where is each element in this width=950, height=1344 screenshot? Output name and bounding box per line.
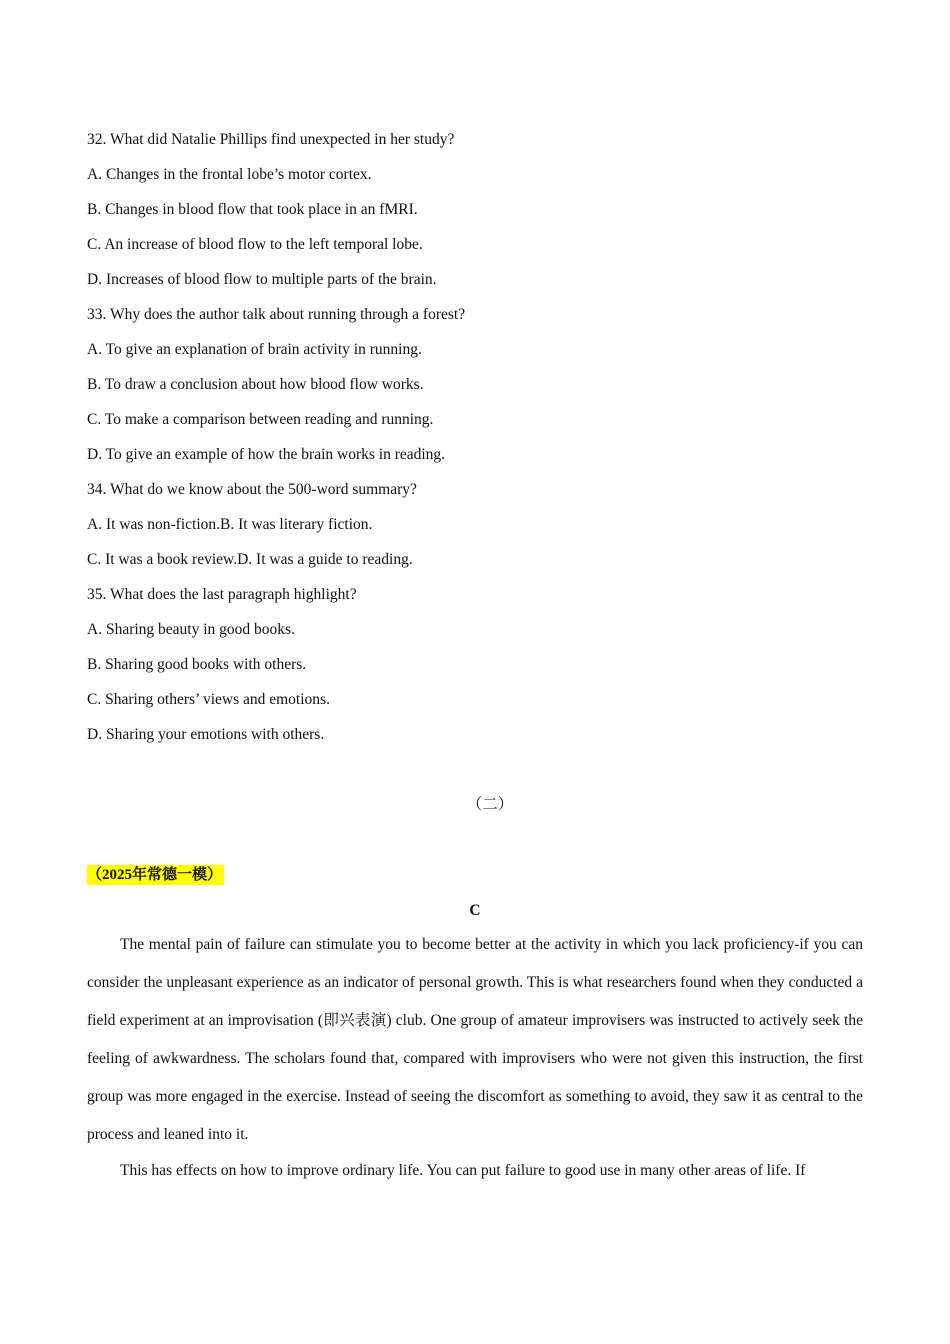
source-tag: （2025年常德一模） xyxy=(87,867,223,883)
question-33-option-a: A. To give an explanation of brain activity in running. xyxy=(87,341,422,358)
question-35-option-d: D. Sharing your emotions with others. xyxy=(87,726,325,743)
question-34-options-row-2 xyxy=(87,550,413,570)
question-35-stem: 35. What does the last paragraph highlight? xyxy=(87,586,357,603)
passage-paragraph-2: This has effects on how to improve ordinary life. You can put failure to good use in many other areas of life. If xyxy=(120,1162,806,1179)
question-35-option-a: A. Sharing beauty in good books. xyxy=(87,621,295,638)
section-mark: （二） xyxy=(466,796,514,813)
question-33-option-d: D. To give an example of how the brain works in reading. xyxy=(87,446,446,463)
question-34-options-row-1 xyxy=(87,515,372,535)
question-33-stem: 33. Why does the author talk about running through a forest? xyxy=(87,306,466,323)
question-32-option-b: B. Changes in blood flow that took place in an fMRI. xyxy=(87,201,418,218)
question-34-option-b: B. It was literary fiction. xyxy=(220,516,373,533)
question-32-option-a: A. Changes in the frontal lobe’s motor cortex. xyxy=(87,166,372,183)
question-34-option-c: C. It was a book review. xyxy=(87,551,238,568)
passage-paragraph-1: The mental pain of failure can stimulate you to become better at the activity in which you lack proficiency-if you can consider the unpleasant experience as an indicator of personal growth. This is what researchers found when they conducted a field experiment at an improvisation (即兴表演) club. One group of amateur improvisers was instructed to actively seek the feeling of awkwardness. The scholars found that, compared with improvisers who were not given this instruction, the first group was more engaged in the exercise. Instead of seeing the discomfort as something to avoid, they saw it as central to the process and leaned into it. xyxy=(87,936,863,1143)
passage-title: C xyxy=(469,902,481,919)
question-34-option-a: A. It was non-fiction. xyxy=(87,516,221,533)
question-33-option-b: B. To draw a conclusion about how blood flow works. xyxy=(87,376,424,393)
question-33-option-c: C. To make a comparison between reading and running. xyxy=(87,411,434,428)
question-32-stem: 32. What did Natalie Phillips find unexpected in her study? xyxy=(87,131,455,148)
question-34-stem: 34. What do we know about the 500-word summary? xyxy=(87,481,417,498)
question-32-option-d: D. Increases of blood flow to multiple parts of the brain. xyxy=(87,271,437,288)
question-34-option-d: D. It was a guide to reading. xyxy=(237,551,413,568)
question-35-option-b: B. Sharing good books with others. xyxy=(87,656,307,673)
question-35-option-c: C. Sharing others’ views and emotions. xyxy=(87,691,330,708)
question-32-option-c: C. An increase of blood flow to the left temporal lobe. xyxy=(87,236,423,253)
